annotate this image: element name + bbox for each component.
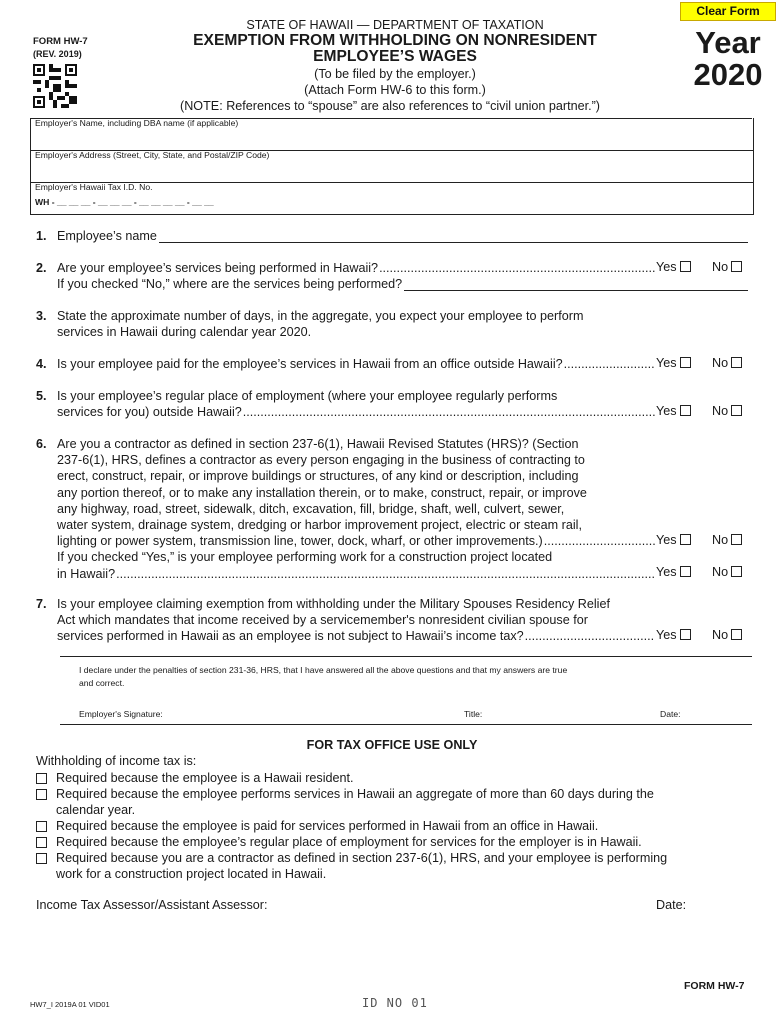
question-text: Is your employee’s regular place of employment (where your employee regularly performs bbox=[57, 389, 558, 403]
question-text: Is your employee paid for the employee’s services in Hawaii from an office outside Hawaii? bbox=[57, 357, 563, 371]
question-text: 237-6(1), HRS, defines a contractor as every person engaging in the business of contracting to bbox=[57, 453, 585, 468]
checkbox-icon bbox=[36, 821, 47, 832]
q6-no-checkbox[interactable] bbox=[712, 533, 742, 547]
q6-yes-checkbox[interactable] bbox=[656, 533, 691, 547]
year-value: 2020 bbox=[693, 57, 763, 92]
question-text: If you checked “Yes,” is your employee performing work for a construction project located bbox=[57, 550, 553, 565]
form-id: FORM HW-7 bbox=[33, 36, 88, 47]
footer-code: HW7_I 2019A 01 VID01 bbox=[30, 1000, 110, 1009]
office-item-4[interactable] bbox=[36, 834, 748, 850]
dot-leader bbox=[564, 356, 655, 372]
office-use-intro: Withholding of income tax is: bbox=[36, 754, 197, 768]
footer-id-number: ID NO 01 bbox=[362, 996, 428, 1010]
q5-yes-checkbox[interactable] bbox=[656, 404, 691, 418]
form-revision: (REV. 2019) bbox=[33, 49, 82, 59]
signature-label: Employer's Signature: bbox=[79, 709, 163, 719]
question-4 bbox=[36, 356, 656, 374]
question-5 bbox=[36, 388, 656, 422]
q5-no-checkbox[interactable] bbox=[712, 404, 742, 418]
dot-leader bbox=[525, 628, 655, 644]
dot-leader bbox=[116, 566, 655, 582]
question-text: services for you) outside Hawaii? bbox=[57, 405, 242, 420]
qr-code-icon bbox=[33, 64, 77, 108]
q4-yes-checkbox[interactable] bbox=[656, 356, 691, 370]
question-text: lighting or power system, transmission line, tower, dock, wharf, or other improvements.) bbox=[57, 534, 543, 549]
checkbox-icon bbox=[731, 261, 742, 272]
question-6 bbox=[36, 436, 656, 586]
checkbox-icon bbox=[731, 566, 742, 577]
office-item-text: Required because the employee’s regular place of employment for services for the employer is in Hawaii. bbox=[56, 835, 642, 849]
yes-label: Yes bbox=[656, 260, 677, 274]
checkbox-icon bbox=[680, 261, 691, 272]
question-number: 1. bbox=[36, 229, 47, 243]
checkbox-icon bbox=[680, 566, 691, 577]
declaration-text: I declare under the penalties of section 231-36, HRS, that I have answered all the above questions and that my answers are true bbox=[79, 665, 568, 675]
footer-form-id: FORM HW-7 bbox=[684, 980, 745, 992]
assessor-label: Income Tax Assessor/Assistant Assessor: bbox=[36, 898, 268, 912]
date-label: Date: bbox=[660, 709, 681, 719]
office-item-1[interactable] bbox=[36, 770, 748, 786]
question-text: Are you a contractor as defined in section 237-6(1), Hawaii Revised Statutes (HRS)? (Section bbox=[57, 437, 579, 451]
question-text: any highway, road, street, sidewalk, ditch, excavation, fill, bridge, shaft, well, culvert, sewer, bbox=[57, 501, 565, 516]
office-item-3[interactable] bbox=[36, 818, 748, 834]
checkbox-icon bbox=[680, 357, 691, 368]
checkbox-icon bbox=[680, 405, 691, 416]
assessor-date-label: Date: bbox=[656, 898, 687, 912]
office-item-text: calendar year. bbox=[56, 803, 136, 817]
declaration-divider-bottom bbox=[60, 724, 752, 725]
question-text: Are your employee’s services being performed in Hawaii? bbox=[57, 261, 379, 275]
question-number: 2. bbox=[36, 261, 47, 275]
question-text: Employee’s name bbox=[57, 229, 157, 243]
question-number: 4. bbox=[36, 357, 47, 371]
question-number: 7. bbox=[36, 597, 47, 611]
question-text: any portion thereof, or to make any installation therein, or to make, construct, repair, or improve bbox=[57, 485, 587, 500]
q6b-no-checkbox[interactable] bbox=[712, 565, 742, 579]
no-label: No bbox=[712, 533, 729, 547]
office-item-text: Required because the employee is a Hawaii resident. bbox=[56, 771, 354, 785]
yes-label: Yes bbox=[656, 565, 677, 579]
dot-leader bbox=[544, 533, 655, 549]
days-input[interactable] bbox=[330, 322, 450, 336]
question-2-followup bbox=[57, 276, 748, 294]
services-location-input[interactable] bbox=[404, 276, 748, 291]
q7-no-checkbox[interactable] bbox=[712, 628, 742, 642]
question-text: State the approximate number of days, in the aggregate, you expect your employee to perform bbox=[57, 309, 584, 323]
question-text: Act which mandates that income received by a servicemember's nonresident civilian spouse for bbox=[57, 613, 588, 628]
yes-label: Yes bbox=[656, 356, 677, 370]
form-subtitle-filer: (To be filed by the employer.) bbox=[314, 67, 476, 81]
question-1 bbox=[36, 228, 748, 246]
signature-field[interactable] bbox=[185, 705, 455, 719]
q6b-yes-checkbox[interactable] bbox=[656, 565, 691, 579]
declaration-divider-top bbox=[60, 656, 752, 657]
spouse-note: (NOTE: References to “spouse” are also references to “civil union partner.”) bbox=[180, 99, 600, 113]
office-item-text: Required because the employee performs services in Hawaii an aggregate of more than 60 days during the bbox=[56, 787, 654, 801]
dot-leader bbox=[379, 260, 655, 276]
question-text: services performed in Hawaii as an employee is not subject to Hawaii’s income tax? bbox=[57, 629, 524, 644]
question-text: erect, construct, repair, or improve buildings or structures, of any kind or description, including bbox=[57, 469, 579, 484]
no-label: No bbox=[712, 260, 729, 274]
employer-name-label: Employer's Name, including DBA name (if applicable) bbox=[35, 118, 239, 128]
no-label: No bbox=[712, 404, 729, 418]
dot-leader bbox=[243, 404, 655, 420]
checkbox-icon bbox=[731, 629, 742, 640]
taxid-format: WH - __ __ __ - __ __ __ - __ __ __ __ - __ __ bbox=[35, 197, 214, 207]
year-label: Year bbox=[695, 25, 761, 60]
title-field[interactable] bbox=[492, 705, 652, 719]
yes-label: Yes bbox=[656, 628, 677, 642]
no-label: No bbox=[712, 565, 729, 579]
no-label: No bbox=[712, 356, 729, 370]
office-use-heading: FOR TAX OFFICE USE ONLY bbox=[306, 738, 478, 752]
q4-no-checkbox[interactable] bbox=[712, 356, 742, 370]
checkbox-icon bbox=[36, 789, 47, 800]
office-item-text: work for a construction project located in Hawaii. bbox=[56, 867, 327, 881]
question-number: 3. bbox=[36, 309, 47, 323]
q2-yes-checkbox[interactable] bbox=[656, 260, 691, 274]
office-item-2[interactable] bbox=[36, 786, 748, 818]
checkbox-icon bbox=[680, 534, 691, 545]
question-number: 5. bbox=[36, 389, 47, 403]
question-text: services in Hawaii during calendar year 2020. bbox=[57, 325, 312, 340]
question-7 bbox=[36, 596, 656, 646]
question-text: water system, drainage system, dredging or harbor improvement project, electric or steam rail, bbox=[57, 518, 582, 533]
yes-label: Yes bbox=[656, 404, 677, 418]
declaration-statement bbox=[79, 664, 567, 690]
title-label: Title: bbox=[464, 709, 483, 719]
form-subtitle-attach: (Attach Form HW-6 to this form.) bbox=[304, 83, 486, 97]
checkbox-icon bbox=[36, 837, 47, 848]
employer-name-field[interactable] bbox=[30, 118, 754, 151]
question-text: If you checked “No,” where are the services being performed? bbox=[57, 277, 403, 291]
checkbox-icon bbox=[731, 534, 742, 545]
checkbox-icon bbox=[36, 853, 47, 864]
employer-address-label: Employer's Address (Street, City, State, and Postal/ZIP Code) bbox=[35, 150, 270, 160]
employer-taxid-field[interactable] bbox=[30, 182, 754, 215]
checkbox-icon bbox=[680, 629, 691, 640]
date-field[interactable] bbox=[688, 705, 748, 719]
checkbox-icon bbox=[731, 357, 742, 368]
q2-no-checkbox[interactable] bbox=[712, 260, 742, 274]
office-item-text: Required because you are a contractor as defined in section 237-6(1), HRS, and your employee is performing bbox=[56, 851, 668, 865]
q7-yes-checkbox[interactable] bbox=[656, 628, 691, 642]
form-title-line2: EMPLOYEE’S WAGES bbox=[313, 48, 477, 65]
employer-address-field[interactable] bbox=[30, 150, 754, 183]
assessor-date-field[interactable] bbox=[692, 896, 748, 912]
no-label: No bbox=[712, 628, 729, 642]
office-item-text: Required because the employee is paid for services performed in Hawaii from an office in Hawaii. bbox=[56, 819, 599, 833]
checkbox-icon bbox=[36, 773, 47, 784]
employee-name-input[interactable] bbox=[159, 228, 748, 243]
clear-form-button[interactable]: Clear Form bbox=[680, 2, 776, 21]
office-item-5[interactable] bbox=[36, 850, 748, 882]
employer-taxid-label: Employer's Hawaii Tax I.D. No. bbox=[35, 182, 153, 192]
declaration-text: and correct. bbox=[79, 678, 125, 688]
question-text: Is your employee claiming exemption from withholding under the Military Spouses Residency Relief bbox=[57, 597, 610, 611]
yes-label: Yes bbox=[656, 533, 677, 547]
agency-name: STATE OF HAWAII — DEPARTMENT OF TAXATION bbox=[246, 18, 544, 32]
question-text: in Hawaii? bbox=[57, 566, 116, 581]
checkbox-icon bbox=[731, 405, 742, 416]
form-title-line1: EXEMPTION FROM WITHHOLDING ON NONRESIDENT bbox=[193, 32, 597, 49]
question-number: 6. bbox=[36, 437, 47, 451]
assessor-field[interactable] bbox=[290, 896, 630, 912]
